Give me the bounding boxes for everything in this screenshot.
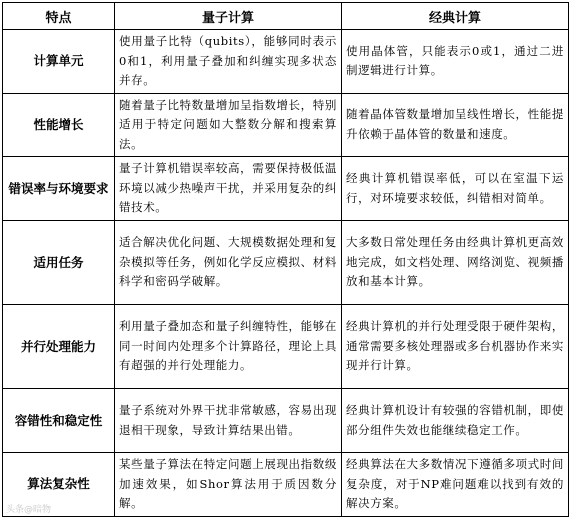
classical-cell: 经典计算机错误率低，可以在室温下运行，对环境要求较低，纠错相对简单。	[342, 157, 569, 221]
header-quantum: 量子计算	[115, 3, 342, 30]
table-row	[3, 453, 569, 517]
quantum-cell: 适合解决优化问题、大规模数据处理和复杂模拟等任务，例如化学反应模拟、材料科学和密码学破解。	[115, 221, 342, 305]
quantum-cell: 某些量子算法在特定问题上展现出指数级加速效果，如Shor算法用于质因数分解。	[115, 453, 342, 517]
quantum-cell: 使用量子比特（qubits），能够同时表示0和1，利用量子叠加和纠缠实现多状态并存。	[115, 30, 342, 94]
table-row	[3, 305, 569, 389]
classical-cell: 大多数日常处理任务由经典计算机更高效地完成，如文档处理、网络浏览、视频播放和基本计算。	[342, 221, 569, 305]
table-row	[3, 157, 569, 221]
header-classical: 经典计算	[342, 3, 569, 30]
classical-cell: 经典算法在大多数情况下遵循多项式时间复杂度，对于NP难问题难以找到有效的解决方案。	[342, 453, 569, 517]
feature-cell: 适用任务	[3, 221, 115, 305]
table-row	[3, 221, 569, 305]
quantum-cell: 随着量子比特数量增加呈指数增长，特别适用于特定问题如大整数分解和搜索算法。	[115, 93, 342, 157]
quantum-cell: 利用量子叠加态和量子纠缠特性，能够在同一时间内处理多个计算路径，理论上具有超强的并行处理能力。	[115, 305, 342, 389]
feature-cell: 性能增长	[3, 93, 115, 157]
classical-cell: 使用晶体管，只能表示0或1，通过二进制逻辑进行计算。	[342, 30, 569, 94]
feature-cell: 容错性和稳定性	[3, 389, 115, 453]
feature-cell: 并行处理能力	[3, 305, 115, 389]
feature-cell: 计算单元	[3, 30, 115, 94]
quantum-cell: 量子系统对外界干扰非常敏感，容易出现退相干现象，导致计算结果出错。	[115, 389, 342, 453]
table-row	[3, 30, 569, 94]
feature-cell: 算法复杂性	[3, 453, 115, 517]
watermark: 头条@暗物	[6, 505, 52, 515]
classical-cell: 经典计算机的并行处理受限于硬件架构，通常需要多核处理器或多台机器协作来实现并行计算。	[342, 305, 569, 389]
header-row	[3, 3, 569, 30]
feature-cell: 错误率与环境要求	[3, 157, 115, 221]
classical-cell: 经典计算机设计有较强的容错机制，即使部分组件失效也能继续稳定工作。	[342, 389, 569, 453]
header-feature: 特点	[3, 3, 115, 30]
quantum-cell: 量子计算机错误率较高，需要保持极低温环境以减少热噪声干扰，并采用复杂的纠错技术。	[115, 157, 342, 221]
table-row	[3, 93, 569, 157]
comparison-table	[2, 2, 569, 517]
table-row	[3, 389, 569, 453]
classical-cell: 随着晶体管数量增加呈线性增长，性能提升依赖于晶体管的数量和速度。	[342, 93, 569, 157]
